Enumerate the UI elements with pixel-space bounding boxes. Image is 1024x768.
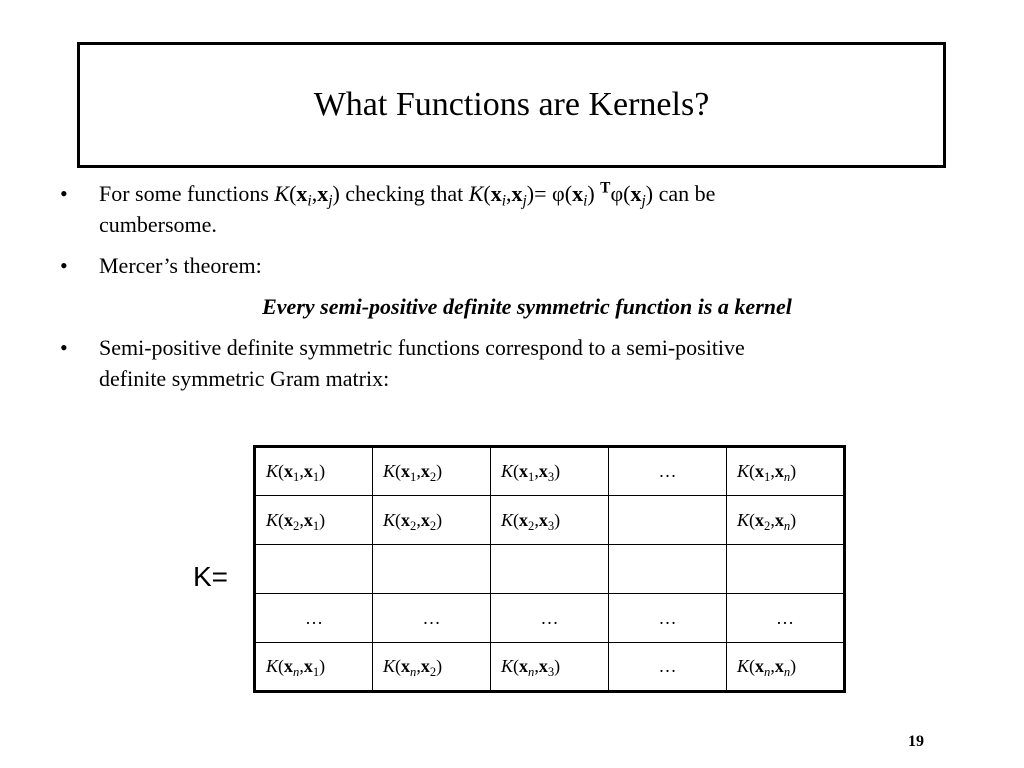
page-number: 19 [908,733,924,750]
gram-cell-r4-c3: … [491,594,609,643]
gram-row-3 [255,545,845,594]
slide-title: What Functions are Kernels? [313,86,710,123]
gram-cell-r2-c5: $K(x_2,x_n)$ [727,496,845,545]
gram-cell-r4-c4: … [609,594,727,643]
gram-cell-r1-c2: $K(x_1,x_2)$ [373,447,491,496]
gram-row-2 [255,496,845,545]
gram-row-1 [255,447,845,496]
gram-cell-r2-c4 [609,496,727,545]
gram-cell-r5-c4: … [609,643,727,692]
gram-row-5 [255,643,845,692]
gram-cell-r1-c5: $K(x_1,x_n)$ [727,447,845,496]
gram-cell-r3-c2 [373,545,491,594]
gram-cell-r3-c1 [255,545,373,594]
mercer-theorem-statement: Every semi-positive definite symmetric function is a kernel [262,294,792,319]
bullet-1 [60,178,960,240]
bullet-dot: • [60,253,68,278]
bullet-2-text: Mercer’s theorem: [99,253,262,278]
matrix-label: K= [193,561,229,592]
gram-cell-r4-c5: … [727,594,845,643]
bullet-2 [60,250,960,281]
gram-cell-r1-c1: $K(x_1,x_1)$ [255,447,373,496]
gram-cell-r5-c5: $K(x_n,x_n)$ [727,643,845,692]
gram-cell-r1-c4: … [609,447,727,496]
gram-cell-r5-c2: $K(x_n,x_2)$ [373,643,491,692]
title-box [77,42,946,168]
bullet-dot: • [60,181,68,206]
bullet-dot: • [60,335,68,360]
gram-cell-r2-c3: $K(x_2,x_3)$ [491,496,609,545]
gram-cell-r3-c4 [609,545,727,594]
gram-cell-r2-c2: $K(x_2,x_2)$ [373,496,491,545]
gram-cell-r5-c1: $K(x_n,x_1)$ [255,643,373,692]
gram-cell-r3-c5 [727,545,845,594]
gram-cell-r3-c3 [491,545,609,594]
gram-cell-r4-c2: … [373,594,491,643]
bullet-3 [60,332,960,394]
gram-matrix [253,445,846,693]
gram-cell-r2-c1: $K(x_2,x_1)$ [255,496,373,545]
gram-row-4 [255,594,845,643]
gram-cell-r4-c1: … [255,594,373,643]
gram-cell-r5-c3: $K(x_n,x_3)$ [491,643,609,692]
bullet-3-text: Semi-positive definite symmetric functions correspond to a semi-positive definite symmetric Gram matrix: [99,335,745,391]
bullet-list [60,178,960,404]
gram-cell-r1-c3: $K(x_1,x_3)$ [491,447,609,496]
bullet-1-text: For some functions $K(x_i,x_j)$ checking that $K(x_i,x_j)= \varphi(x_i)$ $^T\varphi(x_j)$ can be cumbersome. [99,179,716,237]
